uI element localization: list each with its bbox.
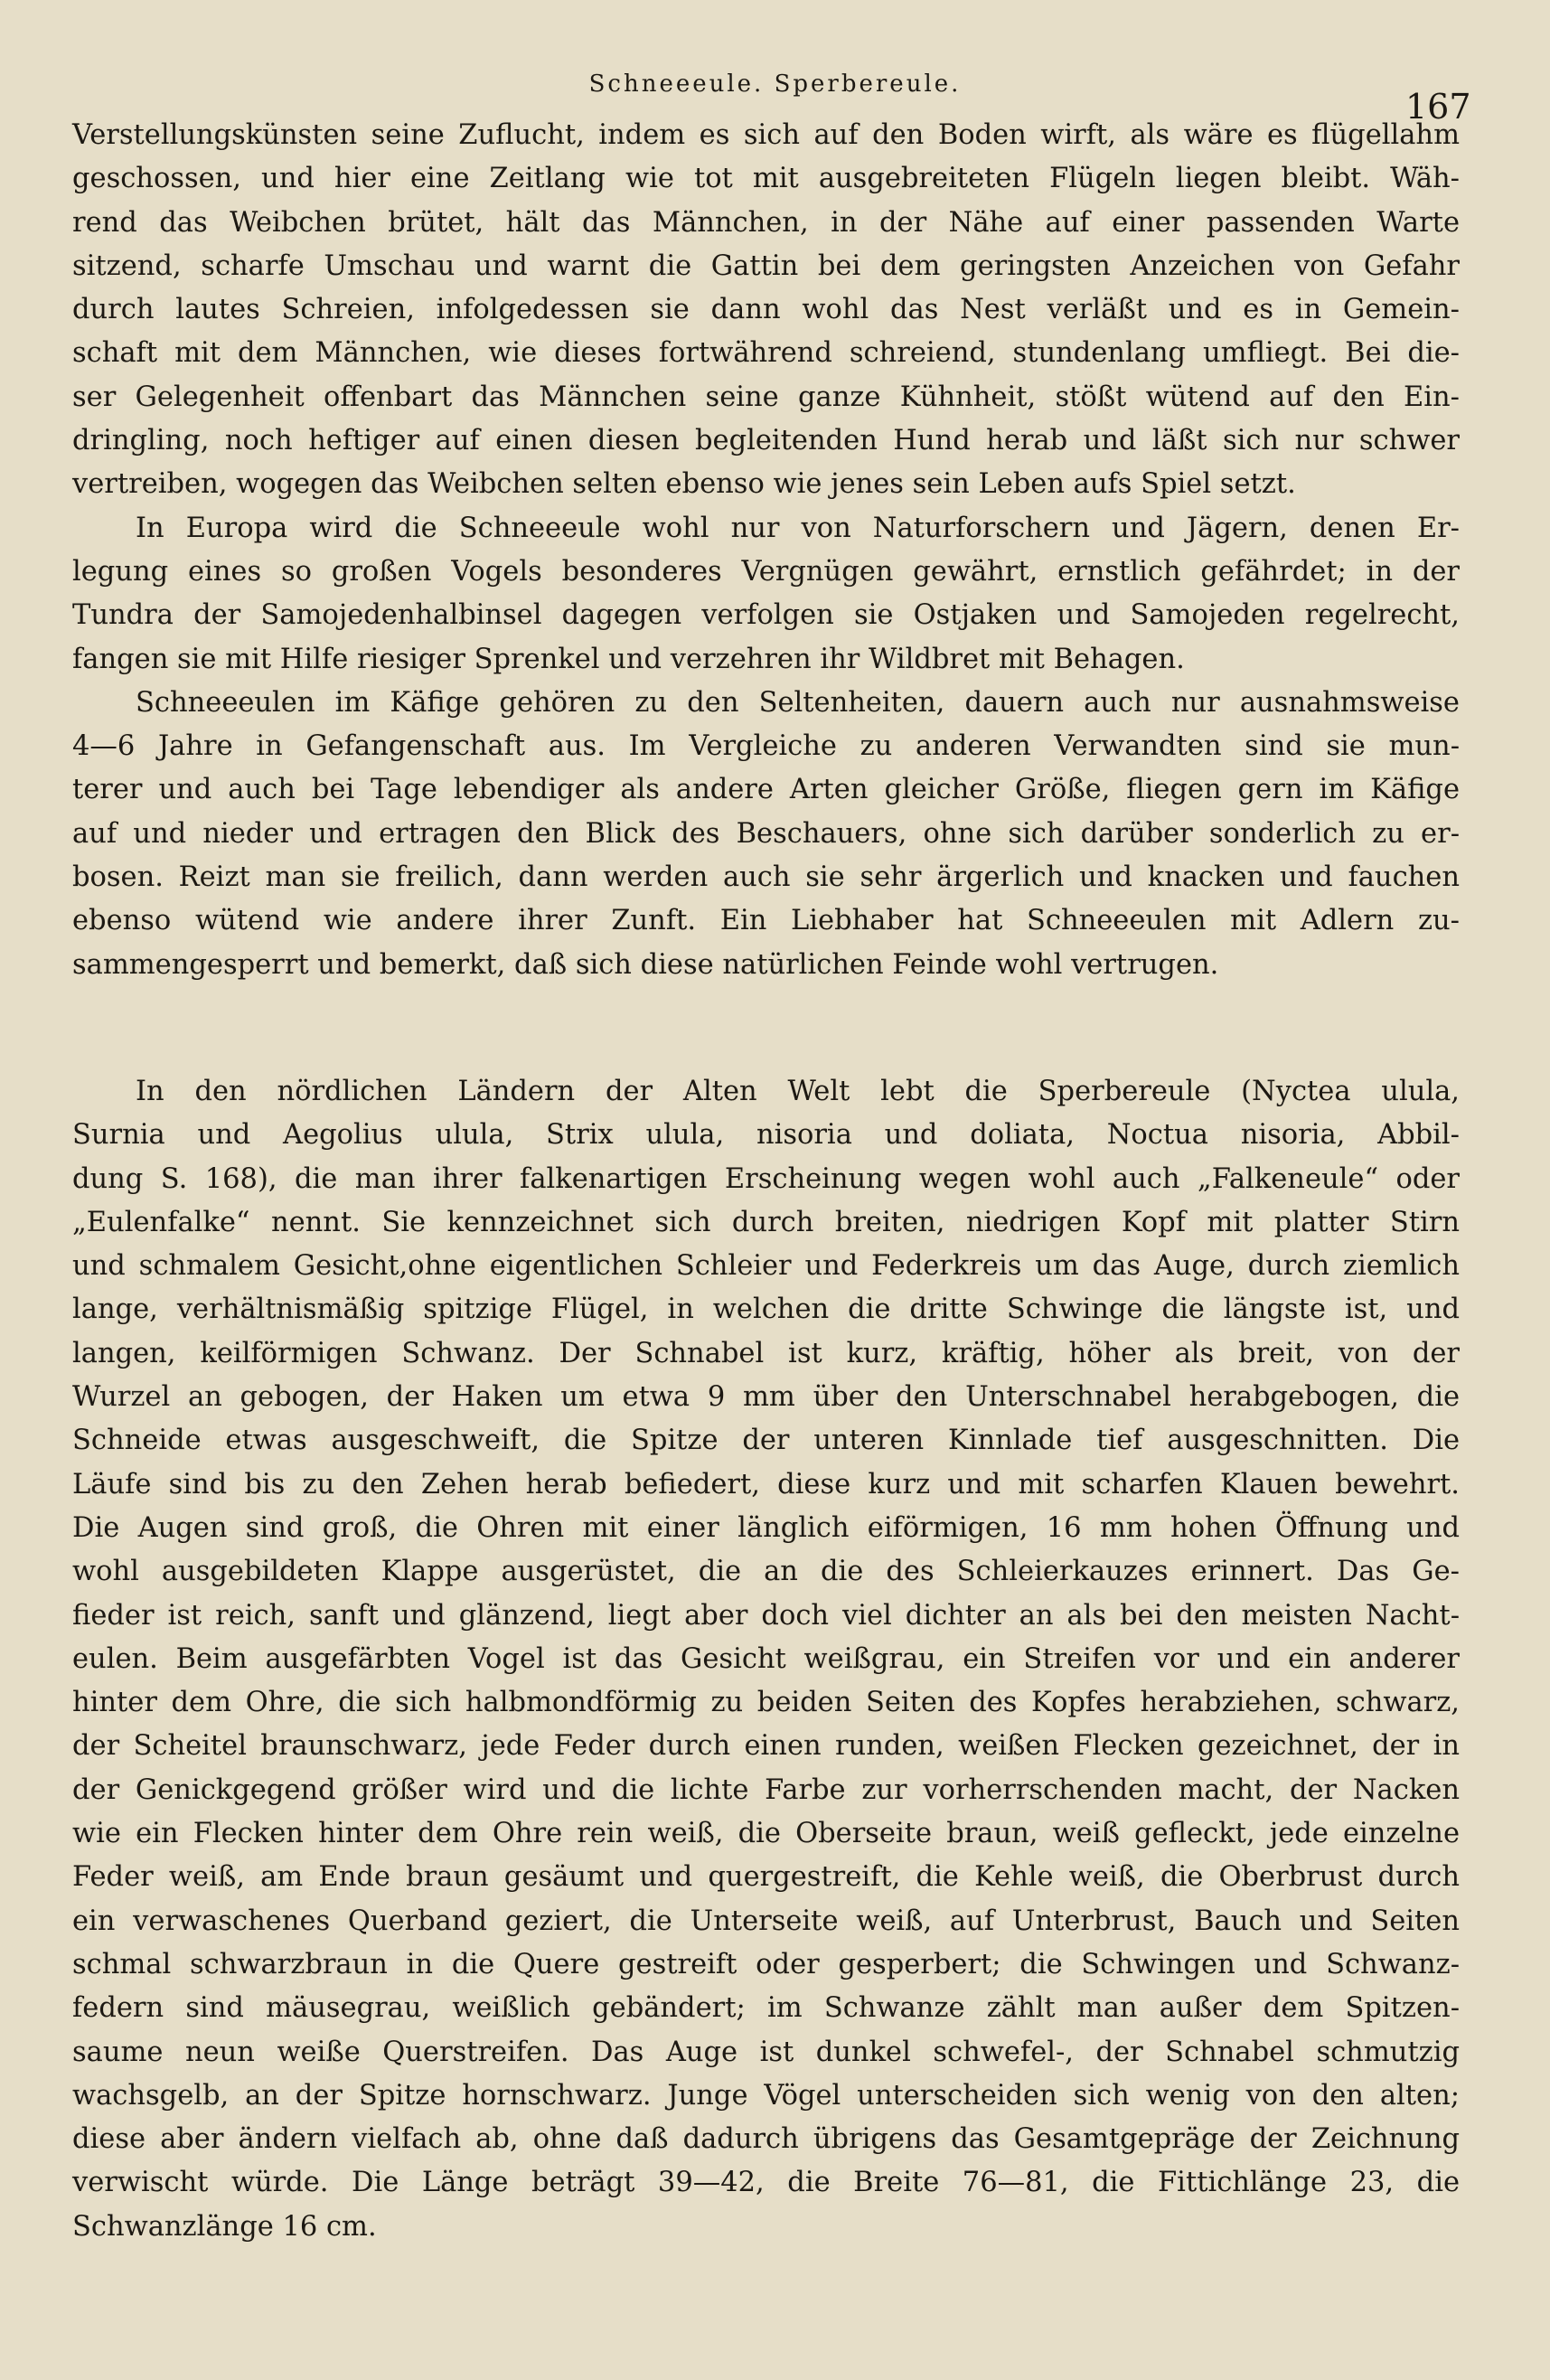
text-line: Feder weiß, am Ende braun gesäumt und quergestreift, die Kehle weiß, die Oberbrust durch — [72, 1861, 1460, 1894]
text-line: langen, keilförmigen Schwanz. Der Schnabel ist kurz, kräftig, höher als breit, von der — [72, 1337, 1460, 1369]
text-line: ebenso wütend wie andere ihrer Zunft. Ein Liebhaber hat Schneeeulen mit Adlern zu- — [72, 905, 1460, 937]
text-line: Schneide etwas ausgeschweift, die Spitze der unteren Kinnlade tief ausgeschnitten. Die — [72, 1425, 1460, 1457]
page-number: 167 — [1405, 87, 1471, 127]
text-line: dung S. 168), die man ihrer falkenartigen Erscheinung wegen wohl auch „Falkeneule“ oder — [72, 1162, 1460, 1195]
text-line: Schneeeulen im Käfige gehören zu den Seltenheiten, dauern auch nur ausnahmsweise — [136, 686, 1460, 719]
text-line: ser Gelegenheit offenbart das Männchen seine ganze Kühnheit, stößt wütend auf den Ein- — [72, 381, 1460, 413]
text-line: bosen. Reizt man sie freilich, dann werden auch sie sehr ärgerlich und knacken und fauchen — [72, 861, 1460, 894]
paragraph-1 — [72, 114, 1460, 507]
text-line: Verstellungskünsten seine Zuflucht, indem es sich auf den Boden wirft, als wäre es flügellahm — [72, 119, 1460, 151]
text-line: wie ein Flecken hinter dem Ohre rein weiß, die Oberseite braun, weiß gefleckt, jede einzelne — [72, 1818, 1460, 1850]
text-block-hawk-owl — [72, 1070, 1460, 2249]
text-line: 4—6 Jahre in Gefangenschaft aus. Im Vergleiche zu anderen Verwandten sind sie mun- — [72, 730, 1460, 763]
text-line: der Genickgegend größer wird und die lichte Farbe zur vorherrschenden macht, der Nacken — [72, 1773, 1460, 1806]
text-line: federn sind mäusegrau, weißlich gebändert; im Schwanze zählt man außer dem Spitzen- — [72, 1992, 1460, 2025]
text-line: Tundra der Samojedenhalbinsel dagegen verfolgen sie Ostjaken und Samojeden regelrecht, — [72, 599, 1460, 632]
text-line: fieder ist reich, sanft und glänzend, liegt aber doch viel dichter an als bei den meisten Nacht- — [72, 1599, 1460, 1632]
text-line: sammengesperrt und bemerkt, daß sich diese natürlichen Feinde wohl vertrugen. — [72, 948, 1219, 981]
text-line: geschossen, und hier eine Zeitlang wie tot mit ausgebreiteten Flügeln liegen bleibt. Wäh- — [72, 163, 1460, 195]
text-line: und schmalem Gesicht,ohne eigentlichen Schleier und Federkreis um das Auge, durch ziemlich — [72, 1250, 1460, 1283]
text-line: eulen. Beim ausgefärbten Vogel ist das Gesicht weißgrau, ein Streifen vor und ein anderer — [72, 1642, 1460, 1675]
text-line: hinter dem Ohre, die sich halbmondförmig zu beiden Seiten des Kopfes herabziehen, schwarz, — [72, 1687, 1460, 1719]
text-line: Wurzel an gebogen, der Haken um etwa 9 mm über den Unterschnabel herabgebogen, die — [72, 1381, 1460, 1414]
text-line: schmal schwarzbraun in die Quere gestreift oder gesperbert; die Schwingen und Schwanz- — [72, 1948, 1460, 1980]
text-line: sitzend, scharfe Umschau und warnt die Gattin bei dem geringsten Anzeichen von Gefahr — [72, 249, 1460, 282]
paragraph-3 — [72, 682, 1460, 987]
text-line: In Europa wird die Schneeeule wohl nur von Naturforschern und Jägern, denen Er- — [136, 512, 1460, 544]
text-line: rend das Weibchen brütet, hält das Männchen, in der Nähe auf einer passenden Warte — [72, 206, 1460, 239]
text-line: Läufe sind bis zu den Zehen herab befiedert, diese kurz und mit scharfen Klauen bewehrt. — [72, 1468, 1460, 1500]
text-line: lange, verhältnismäßig spitzige Flügel, in welchen die dritte Schwinge die längste ist, und — [72, 1293, 1460, 1326]
paragraph-2 — [72, 507, 1460, 682]
text-line: auf und nieder und ertragen den Blick des Beschauers, ohne sich darüber sonderlich zu er- — [72, 817, 1460, 850]
text-line: Surnia und Aegolius ulula, Strix ulula, nisoria und doliata, Noctua nisoria, Abbil- — [72, 1119, 1460, 1152]
text-line: legung eines so großen Vogels besonderes Vergnügen gewährt, ernstlich gefährdet; in der — [72, 555, 1460, 588]
text-line: saume neun weiße Querstreifen. Das Auge ist dunkel schwefel-, der Schnabel schmutzig — [72, 2036, 1460, 2068]
text-line: wohl ausgebildeten Klappe ausgerüstet, die an die des Schleierkauzes erinnert. Das Ge- — [72, 1556, 1460, 1588]
text-line: Schwanzlänge 16 cm. — [72, 2210, 377, 2243]
text-line: der Scheitel braunschwarz, jede Feder durch einen runden, weißen Flecken gezeichnet, der in — [72, 1730, 1460, 1763]
paragraph-4 — [72, 1070, 1460, 2249]
text-line: ein verwaschenes Querband geziert, die Unterseite weiß, auf Unterbrust, Bauch und Seiten — [72, 1905, 1460, 1937]
text-line: In den nördlichen Ländern der Alten Welt lebt die Sperbereule (Nyctea ulula, — [136, 1076, 1460, 1107]
text-block-snowy-owl — [72, 114, 1460, 987]
text-line: dringling, noch heftiger auf einen diesen begleitenden Hund herab und läßt sich nur schwer — [72, 425, 1460, 457]
text-line: wachsgelb, an der Spitze hornschwarz. Junge Vögel unterscheiden sich wenig von den alten; — [72, 2079, 1460, 2112]
text-line: terer und auch bei Tage lebendiger als andere Arten gleicher Größe, fliegen gern im Käfige — [72, 774, 1460, 806]
text-line: schaft mit dem Männchen, wie dieses fortwährend schreiend, stundenlang umfliegt. Bei die- — [72, 337, 1460, 370]
running-header: Schneeeule. Sperbereule. — [588, 71, 962, 98]
text-line: fangen sie mit Hilfe riesiger Sprenkel und verzehren ihr Wildbret mit Behagen. — [72, 643, 1185, 675]
text-line: „Eulenfalke“ nennt. Sie kennzeichnet sich durch breiten, niedrigen Kopf mit platter Stirn — [72, 1206, 1460, 1238]
text-line: durch lautes Schreien, infolgedessen sie dann wohl das Nest verläßt und es in Gemein- — [72, 294, 1460, 326]
text-line: Die Augen sind groß, die Ohren mit einer länglich eiförmigen, 16 mm hohen Öffnung und — [72, 1511, 1460, 1544]
text-line: diese aber ändern vielfach ab, ohne daß dadurch übrigens das Gesamtgepräge der Zeichnung — [72, 2123, 1460, 2156]
text-line: verwischt würde. Die Länge beträgt 39—42, die Breite 76—81, die Fittichlänge 23, die — [72, 2167, 1460, 2199]
text-line: vertreiben, wogegen das Weibchen selten ebenso wie jenes sein Leben aufs Spiel setzt. — [72, 468, 1296, 501]
